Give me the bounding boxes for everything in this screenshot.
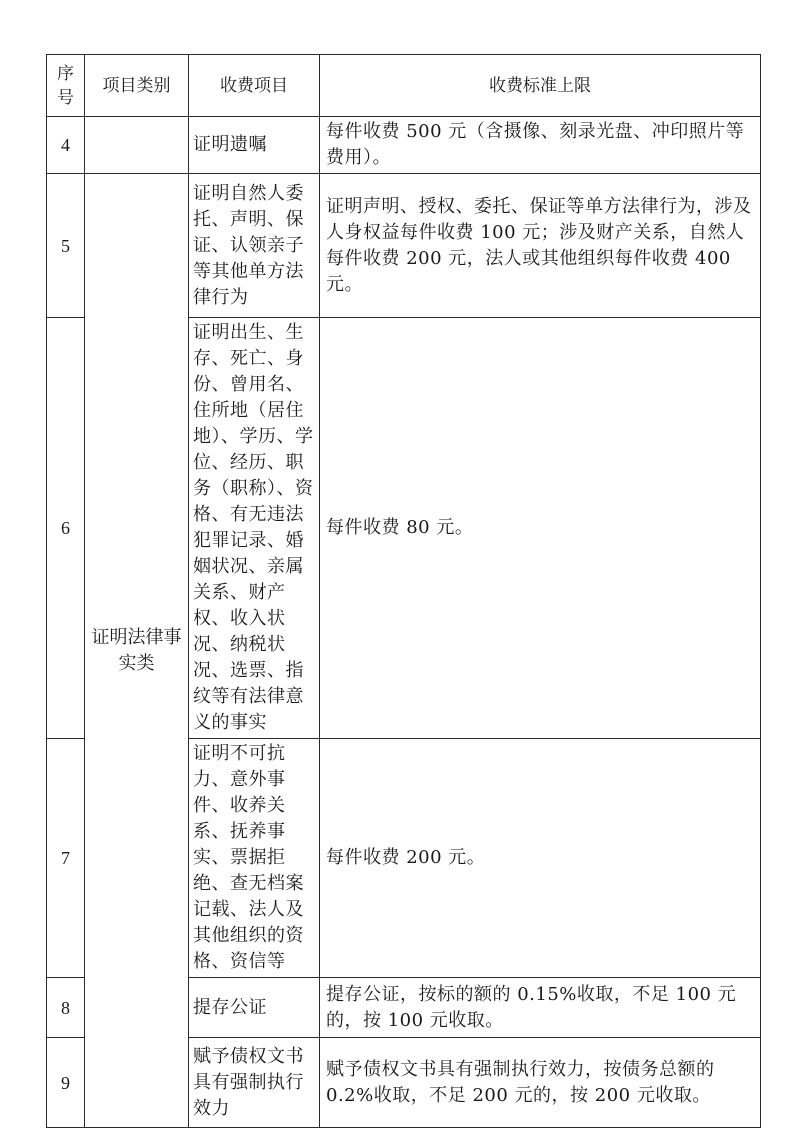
- item-cell: 证明不可抗力、意外事件、收养关系、抚养事实、票据拒绝、查无档案记载、法人及其他组织的资格、资信等: [189, 739, 320, 978]
- standard-cell: 每件收费 500 元（含摄像、刻录光盘、冲印照片等费用）。: [320, 117, 761, 174]
- fee-table: [46, 54, 761, 1128]
- header-no: [47, 55, 85, 117]
- standard-cell: 每件收费 200 元。: [320, 739, 761, 978]
- table-row: [47, 117, 761, 174]
- table-row: [47, 174, 761, 318]
- header-item: 收费项目: [189, 55, 320, 117]
- row-number: 6: [47, 318, 85, 739]
- item-cell: 赋予债权文书具有强制执行效力: [189, 1038, 320, 1128]
- standard-cell: 提存公证，按标的额的 0.15%收取，不足 100 元的，按 100 元收取。: [320, 978, 761, 1038]
- header-standard: 收费标准上限: [320, 55, 761, 117]
- item-cell: 提存公证: [189, 978, 320, 1038]
- standard-cell: 每件收费 80 元。: [320, 318, 761, 739]
- header-no-line2: 号: [57, 87, 74, 108]
- standard-cell: 证明声明、授权、委托、保证等单方法律行为，涉及人身权益每件收费 100 元；涉及财产关系，自然人每件收费 200 元，法人或其他组织每件收费 400 元。: [320, 174, 761, 318]
- row-number: 8: [47, 978, 85, 1038]
- item-cell: 证明遗嘱: [189, 117, 320, 174]
- header-row: [47, 55, 761, 117]
- row-number: 7: [47, 739, 85, 978]
- category-cell-empty: [85, 117, 189, 174]
- category-cell: 证明法律事实类: [85, 174, 189, 1128]
- row-number: 4: [47, 117, 85, 174]
- row-number: 5: [47, 174, 85, 318]
- item-cell: 证明自然人委托、声明、保证、认领亲子等其他单方法律行为: [189, 174, 320, 318]
- item-cell: 证明出生、生存、死亡、身份、曾用名、住所地（居住地）、学历、学位、经历、职务（职称）、资格、有无违法犯罪记录、婚姻状况、亲属关系、财产权、收入状况、纳税状况、选票、指纹等有法律意义的事实: [189, 318, 320, 739]
- standard-cell: 赋予债权文书具有强制执行效力，按债务总额的 0.2%收取，不足 200 元的，按 200 元收取。: [320, 1038, 761, 1128]
- header-no-line1: 序: [57, 63, 74, 84]
- header-category: 项目类别: [85, 55, 189, 117]
- row-number: 9: [47, 1038, 85, 1128]
